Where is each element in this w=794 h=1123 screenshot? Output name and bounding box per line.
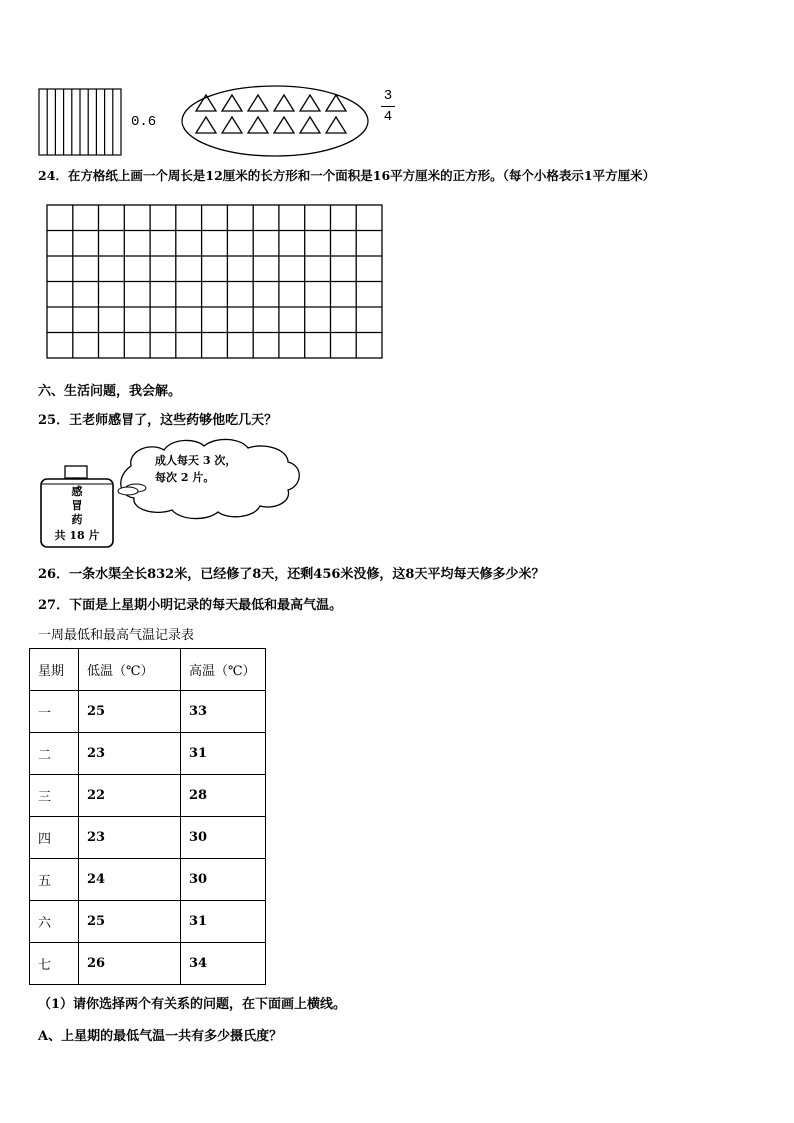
section-6-title: 六、生活问题，我会解。 — [38, 384, 182, 399]
question-26: 26．一条水渠全长832米，已经修了8天，还剩456米没修，这8天平均每天修多少米？ — [38, 567, 545, 582]
cell-weekday: 四 — [30, 817, 79, 859]
table-row — [30, 943, 266, 985]
table-row — [30, 817, 266, 859]
temperature-table — [29, 648, 266, 985]
cell-low: 25 — [79, 691, 181, 733]
header-high: 高温（℃） — [181, 649, 266, 691]
header-weekday: 星期 — [30, 649, 79, 691]
bottle-label-char-3: 药 — [71, 513, 83, 526]
triangles-ellipse-figure — [180, 84, 370, 158]
table-row — [30, 775, 266, 817]
fraction — [378, 88, 398, 125]
decimal-label: 0.6 — [131, 114, 157, 130]
cell-high: 30 — [181, 817, 266, 859]
cell-low: 24 — [79, 859, 181, 901]
fraction-numerator: 3 — [383, 88, 393, 104]
bottle-label-char-2: 冒 — [71, 499, 83, 512]
table-row — [30, 901, 266, 943]
cell-weekday: 二 — [30, 733, 79, 775]
bottle-label — [41, 485, 113, 543]
cell-weekday: 七 — [30, 943, 79, 985]
table-row — [30, 691, 266, 733]
table-title: 一周最低和最高气温记录表 — [38, 628, 195, 643]
speech-bubble-text — [155, 452, 236, 486]
table-row — [30, 859, 266, 901]
table-header-row — [30, 649, 266, 691]
question-27: 27．下面是上星期小明记录的每天最低和最高气温。 — [38, 598, 343, 613]
cell-low: 23 — [79, 733, 181, 775]
cell-high: 30 — [181, 859, 266, 901]
question-25: 25．王老师感冒了，这些药够他吃几天？ — [38, 413, 278, 428]
square-grid — [46, 204, 384, 360]
cell-high: 34 — [181, 943, 266, 985]
option-a: A、上星期的最低气温一共有多少摄氏度？ — [38, 1029, 283, 1044]
bottle-total: 共 18 片 — [54, 529, 100, 542]
table-row — [30, 733, 266, 775]
cell-high: 33 — [181, 691, 266, 733]
cell-weekday: 五 — [30, 859, 79, 901]
sub-question-1: （1）请你选择两个有关系的问题，在下面画上横线。 — [38, 997, 347, 1012]
cell-low: 26 — [79, 943, 181, 985]
cell-weekday: 三 — [30, 775, 79, 817]
bubble-line-2: 每次 2 片。 — [155, 471, 215, 484]
question-24: 24．在方格纸上画一个周长是12厘米的长方形和一个面积是16平方厘米的正方形。（每个小格表示1平方厘米） — [38, 168, 656, 183]
fraction-denominator: 4 — [383, 109, 393, 125]
cell-high: 28 — [181, 775, 266, 817]
cell-low: 23 — [79, 817, 181, 859]
cell-high: 31 — [181, 901, 266, 943]
fraction-bar — [381, 106, 395, 107]
cell-weekday: 一 — [30, 691, 79, 733]
cell-low: 25 — [79, 901, 181, 943]
cell-weekday: 六 — [30, 901, 79, 943]
cell-low: 22 — [79, 775, 181, 817]
bottle-label-char-1: 感 — [71, 485, 83, 498]
striped-rectangle-figure — [38, 88, 122, 156]
header-low: 低温（℃） — [79, 649, 181, 691]
cell-high: 31 — [181, 733, 266, 775]
bubble-line-1: 成人每天 3 次， — [155, 454, 237, 467]
